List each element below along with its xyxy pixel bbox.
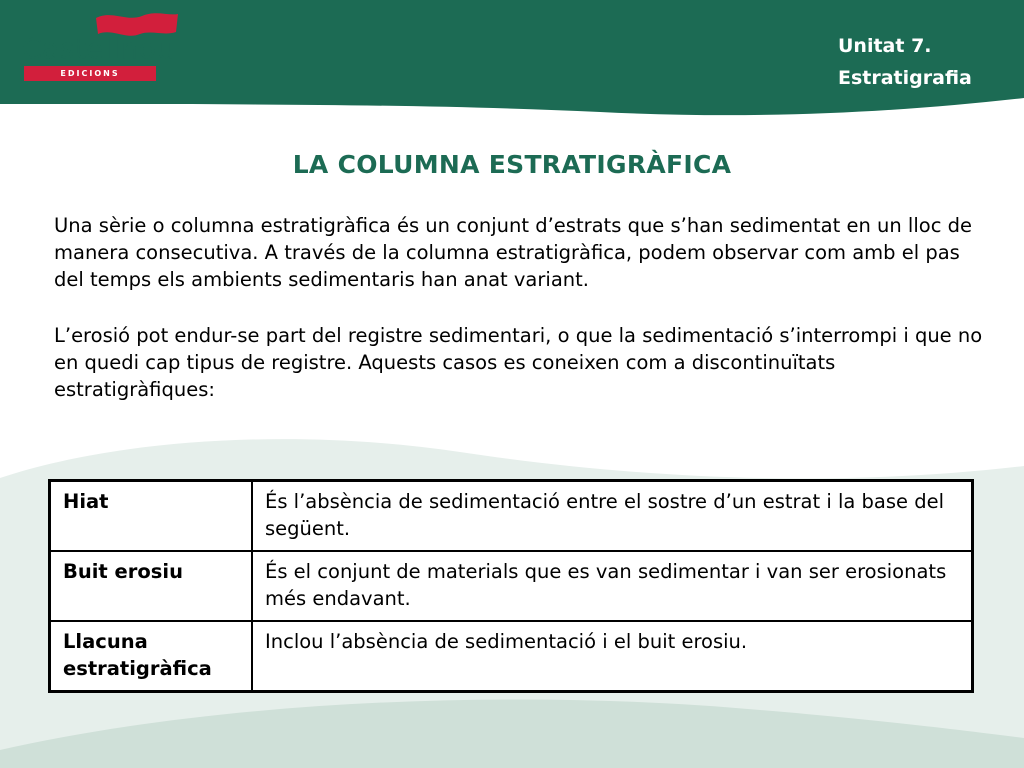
term-cell: Llacuna estratigràfica: [50, 621, 253, 692]
table-row: [50, 481, 973, 552]
definition-cell: És el conjunt de materials que es van sedimentar i van ser erosionats més endavant.: [252, 551, 973, 621]
term-cell: Hiat: [50, 481, 253, 552]
definition-cell: Inclou l’absència de sedimentació i el buit erosiu.: [252, 621, 973, 692]
definitions-table: [48, 479, 974, 693]
brand-subtitle: EDICIONS: [24, 66, 156, 81]
unit-topic: Estratigrafia: [838, 67, 972, 89]
definition-cell: És l’absència de sedimentació entre el sostre d’un estrat i la base del següent.: [252, 481, 973, 552]
unit-info: [838, 30, 972, 94]
unit-number: Unitat 7.: [838, 35, 932, 57]
brand-name: Castellnou: [22, 32, 175, 65]
table-row: [50, 621, 973, 692]
intro-paragraph: Una sèrie o columna estratigràfica és un conjunt d’estrats que s’han sedimentat en un lloc de manera consecutiva. A través de la columna estratigràfica, podem observar com amb el pas del temps els ambients sedimentaris han anat variant.: [54, 214, 972, 291]
table-row: [50, 551, 973, 621]
erosion-paragraph: L’erosió pot endur-se part del registre sedimentari, o que la sedimentació s’interrompi i que no en quedi cap tipus de registre. Aquests casos es coneixen com a discontinuïtats estratigràfiques:: [54, 324, 983, 401]
term-cell: Buit erosiu: [50, 551, 253, 621]
page-title: LA COLUMNA ESTRATIGRÀFICA: [292, 150, 732, 179]
castellnou-logo: [22, 10, 175, 78]
